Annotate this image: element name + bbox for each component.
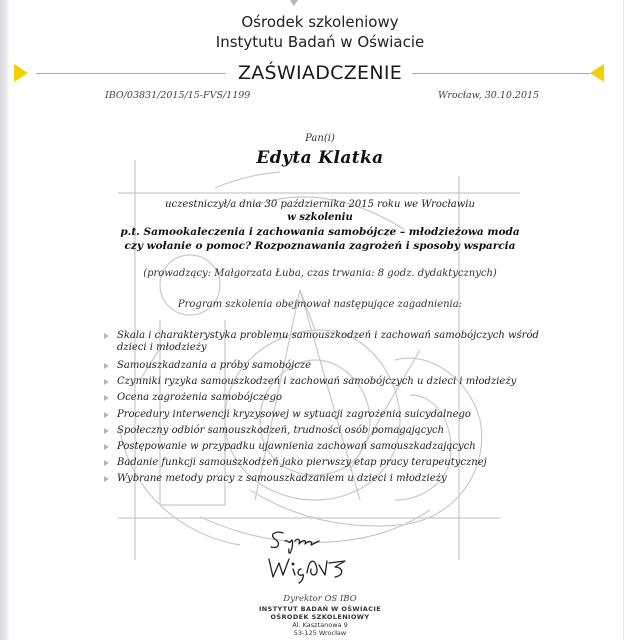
course-title-line2: czy wołanie o pomoc? Rozpoznawania zagrożeń i sposoby wsparcia xyxy=(124,240,516,252)
scan-edge-shadow xyxy=(0,0,10,640)
bullet-icon xyxy=(104,460,109,466)
title-rule-right xyxy=(412,73,590,74)
topic-text: Społeczny odbiór samouszkodzeń, trudności osób pomagających xyxy=(117,424,445,436)
salutation: Pan(i) xyxy=(305,133,335,144)
bullet-icon xyxy=(104,333,109,339)
topic-text: Wybrane metody pracy z samouszkadzaniem u dzieci i młodzieży xyxy=(117,473,447,485)
topic-text: Czynniki ryzyka samouszkodzeń i zachowań samobójczych u dzieci i młodzieży xyxy=(117,376,517,388)
bullet-icon xyxy=(104,379,109,385)
reference-number: IBO/03831/2015/15-FVS/1199 xyxy=(105,90,251,101)
signature-icon xyxy=(255,525,365,585)
place-and-date: Wrocław, 30.10.2015 xyxy=(438,90,540,101)
stamp-line3: Al. Kasztanowa 9 xyxy=(292,621,348,629)
bullet-icon xyxy=(104,476,109,482)
training-label: w szkoleniu xyxy=(287,212,353,223)
participation-statement: uczestniczył/a dnia 30 października 2015 roku we Wrocławiu xyxy=(165,199,475,210)
list-item xyxy=(104,455,544,471)
bullet-icon xyxy=(104,428,109,434)
list-item xyxy=(104,330,544,354)
director-title: Dyrektor OS IBO xyxy=(283,594,357,604)
document-title: ZAŚWIADCZENIE xyxy=(237,62,403,84)
list-item xyxy=(104,423,544,439)
bullet-icon xyxy=(104,363,109,369)
list-item xyxy=(104,390,544,406)
list-item xyxy=(104,439,544,455)
list-item xyxy=(104,407,544,423)
stamp-line2: OŚRODEK SZKOLENIOWY xyxy=(270,613,370,621)
bullet-icon xyxy=(104,444,109,450)
topic-text: Procedury interwencji kryzysowej w sytuacji zagrożenia suicydalnego xyxy=(117,408,471,420)
lecturer-info: (prowadzący: Małgorzata Łuba, czas trwania: 8 godz. dydaktycznych) xyxy=(143,268,497,279)
topics-list xyxy=(104,330,544,488)
topic-text: Samouszkadzania a próby samobójcze xyxy=(117,360,312,371)
top-marker-icon xyxy=(290,0,298,6)
topic-text: Ocena zagrożenia samobójczego xyxy=(117,392,283,404)
program-intro: Program szkolenia obejmował następujące zagadnienia: xyxy=(177,299,463,310)
bullet-icon xyxy=(104,395,109,401)
topic-text: Postępowanie w przypadku ujawnienia zachowań samouszkadzających xyxy=(117,441,476,453)
organization-name-line1: Ośrodek szkoleniowy xyxy=(241,13,399,31)
stamp-line4: 53-125 Wrocław xyxy=(293,629,347,637)
triangle-left-icon xyxy=(590,64,604,82)
list-item xyxy=(104,471,544,487)
organization-name-line2: Instytutu Badań w Oświacie xyxy=(215,33,425,51)
topic-text: Badanie funkcji samouszkodzeń jako pierwszy etap pracy terapeutycznej xyxy=(117,457,487,469)
recipient-name: Edyta Klatka xyxy=(256,148,384,168)
bullet-icon xyxy=(104,412,109,418)
page-edge-line xyxy=(623,0,624,640)
stamp-line1: INSTYTUT BADAŃ W OŚWIACIE xyxy=(258,605,382,613)
list-item xyxy=(104,358,544,374)
list-item xyxy=(104,374,544,390)
topic-text: Skala i charakterystyka problemu samouszkodzeń i zachowań samobójczych wśród dzieci i młodzieży xyxy=(117,330,539,353)
course-title-line1: p.t. Samookaleczenia i zachowania samobójcze – młodzieżowa moda xyxy=(120,226,520,238)
title-row xyxy=(0,60,640,86)
